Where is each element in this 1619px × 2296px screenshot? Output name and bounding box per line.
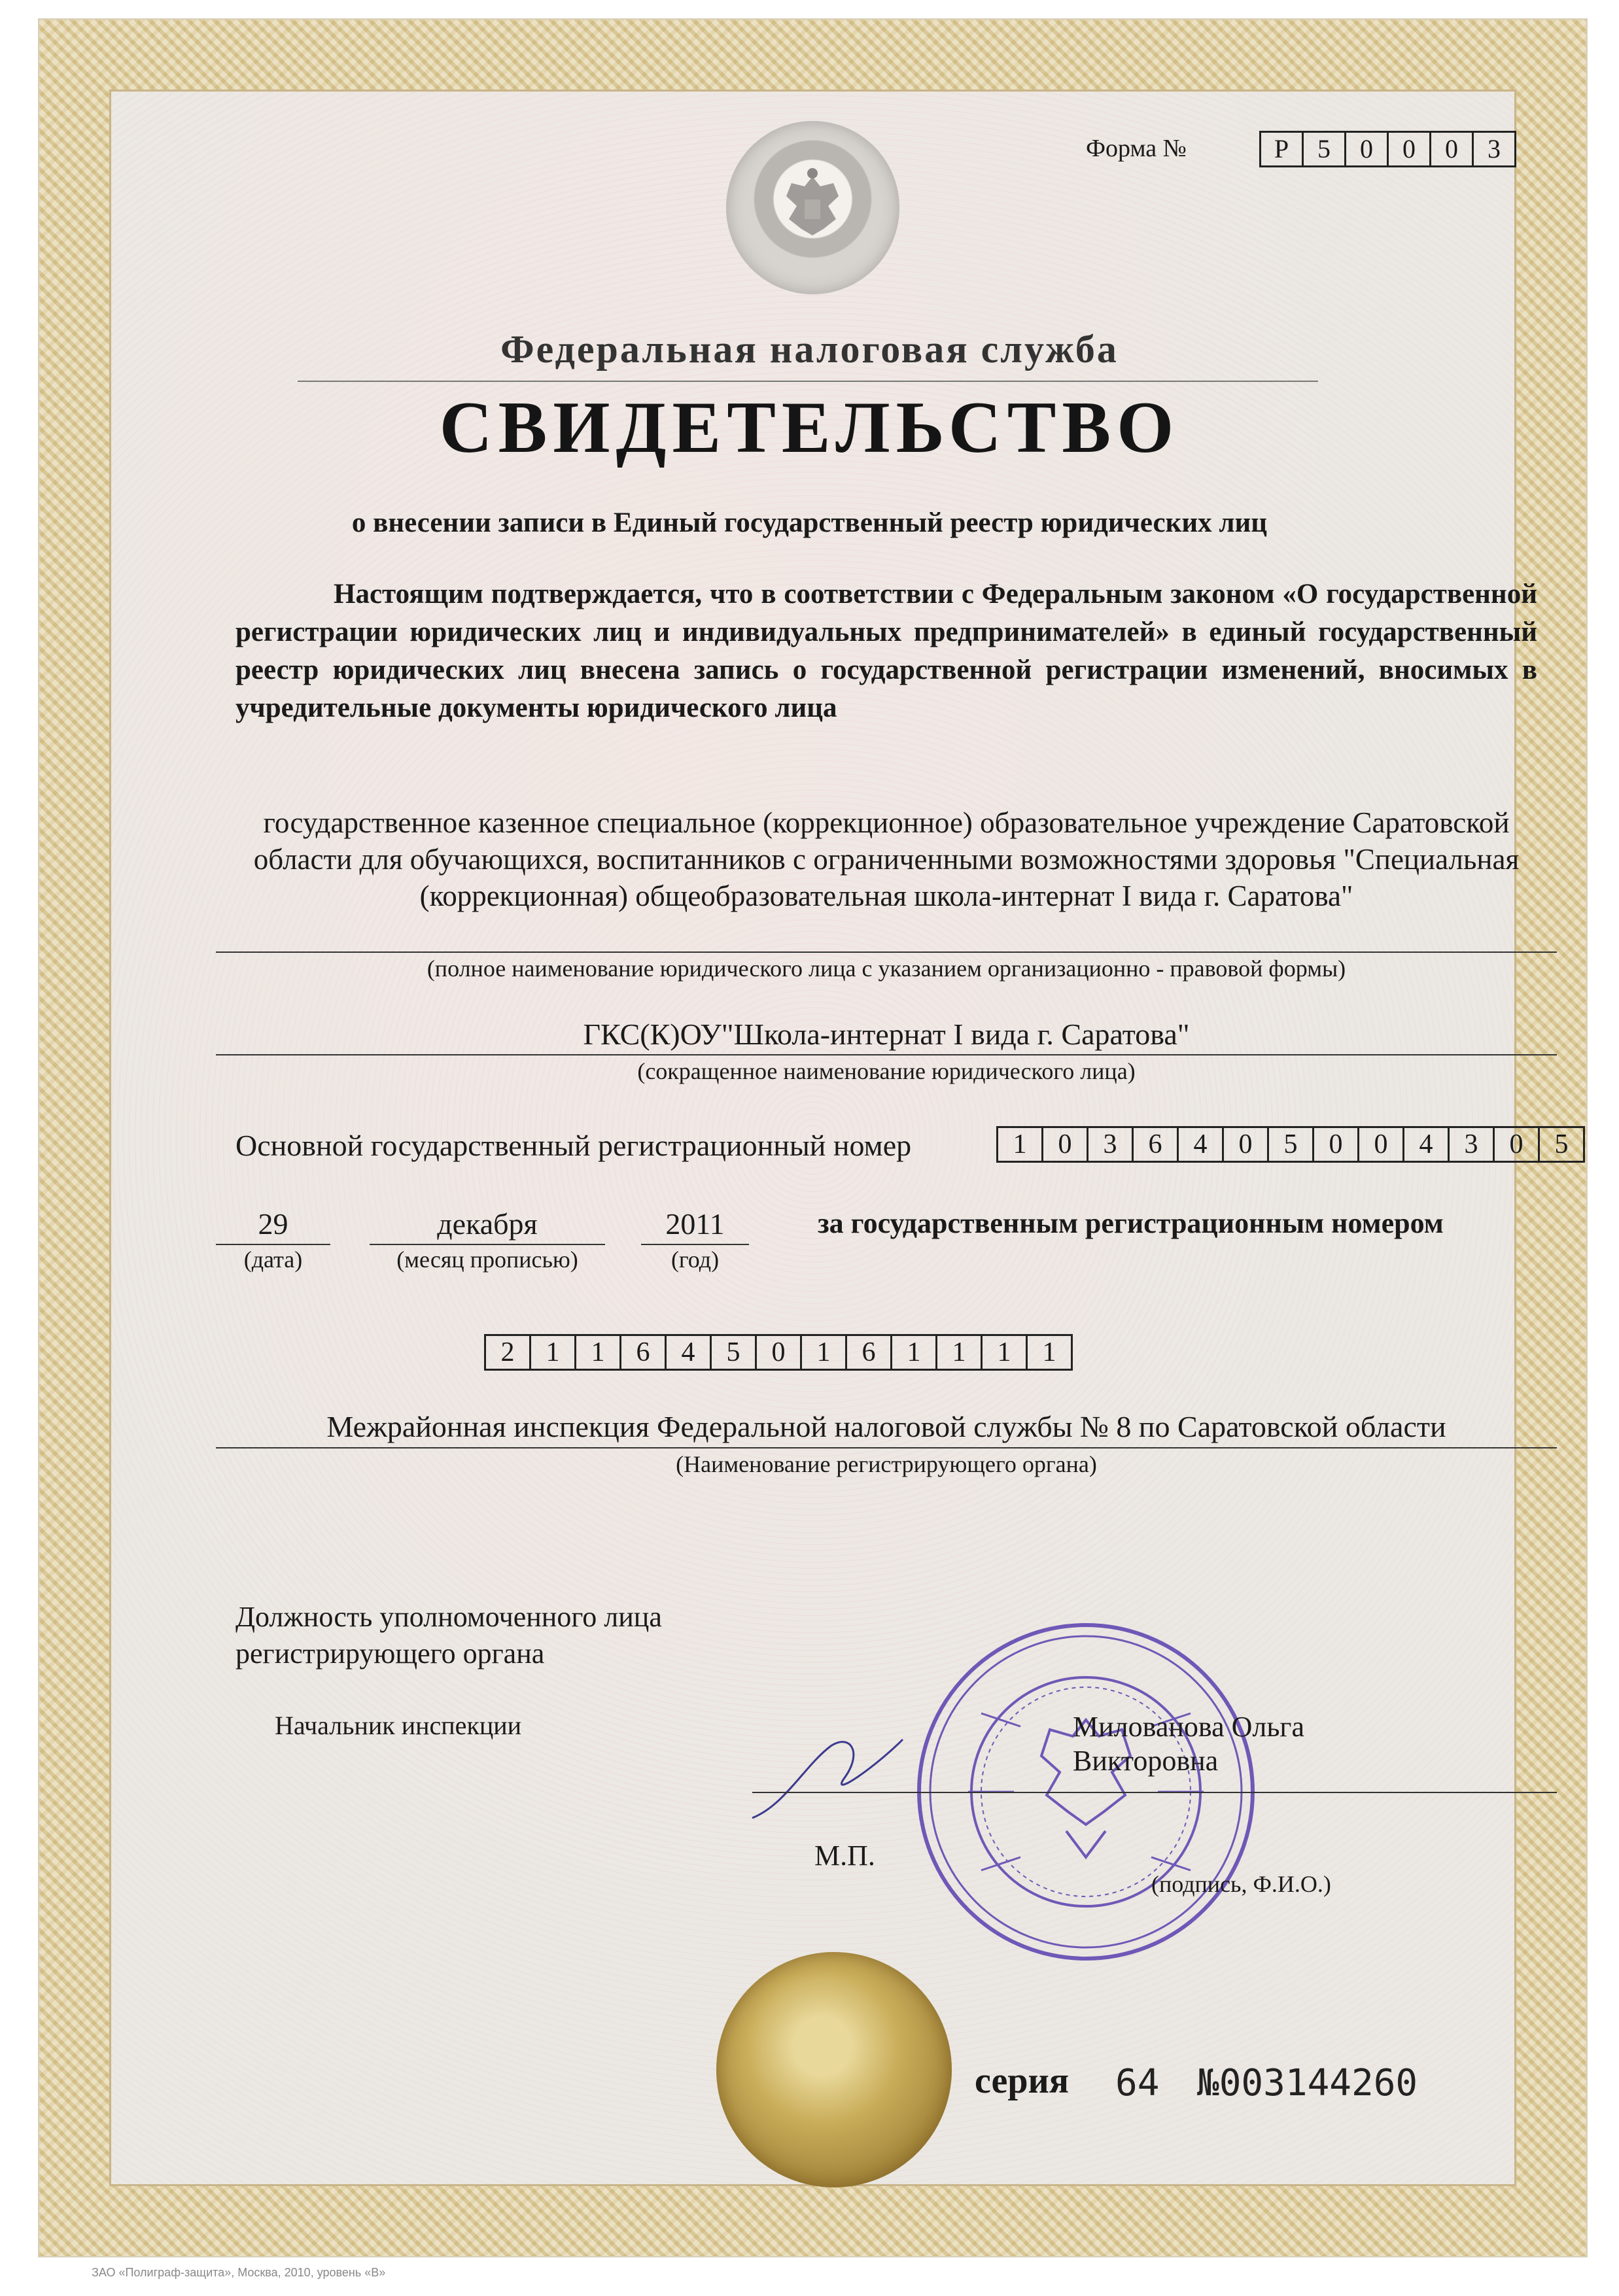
printer-imprint: ЗАО «Полиграф-защита», Москва, 2010, уровень «В» [92,2266,386,2279]
form-code-char: 3 [1474,131,1516,167]
ogrn-digit: 1 [996,1126,1043,1163]
form-label: Форма № [1086,135,1187,162]
grn-digit: 1 [1028,1334,1073,1371]
signer-name: Милованова Ольга Викторовна [1073,1711,1304,1777]
date-day-line [216,1244,330,1245]
short-name-caption: (сокращенное наименование юридического лица) [637,1058,1136,1084]
full-name-line [216,951,1557,953]
ogrn-digit: 4 [1404,1126,1450,1163]
authority-caption: (Наименование регистрирующего органа) [676,1451,1097,1477]
official-position: Начальник инспекции [275,1711,522,1740]
emblem-hologram [726,121,899,294]
service-title: Федеральная налоговая служба [500,328,1119,371]
ogrn-digit: 0 [1359,1126,1404,1163]
grn-digit: 2 [484,1334,531,1371]
grn-digit: 1 [892,1334,937,1371]
form-code-char: Р [1259,131,1304,167]
document-subtitle: о внесении записи в Единый государственный реестр юридических лиц [351,507,1268,538]
full-name-caption: (полное наименование юридического лица с указанием организационно - правовой формы) [427,955,1346,982]
form-code-char: 0 [1389,131,1431,167]
grn-digit: 0 [757,1334,802,1371]
signature-line [752,1792,1557,1793]
date-year-line [641,1244,749,1245]
date-month-line [370,1244,605,1245]
date-month-caption: (месяц прописью) [396,1246,578,1273]
short-name-line [216,1054,1557,1055]
ogrn-digit: 0 [1314,1126,1359,1163]
date-year: 2011 [665,1207,725,1241]
ogrn-digit: 6 [1134,1126,1179,1163]
signature-caption: (подпись, Ф.И.О.) [1151,1871,1331,1897]
double-eagle-icon [726,121,899,294]
ogrn-number [996,1126,1585,1163]
ogrn-label: Основной государственный регистрационный номер [235,1129,912,1162]
grn-number [484,1334,1073,1371]
authority-line [216,1447,1557,1448]
intro-paragraph: Настоящим подтверждается, что в соответствии с Федеральным законом «О государственной регистрации юридических лиц и индивидуальных предпринимателей» в единый государственный реестр юридических лиц внесена запись о государственной регистрации изменений, вносимых в учредительные документы юридического лица [235,579,1537,723]
organization-short-name: ГКС(К)ОУ"Школа-интернат I вида г. Саратова" [583,1018,1190,1051]
signature-scribble [746,1726,916,1831]
grn-digit: 6 [621,1334,667,1371]
form-code [1259,131,1516,167]
ogrn-digit: 4 [1179,1126,1224,1163]
date-day-caption: (дата) [243,1246,303,1273]
ogrn-digit: 5 [1540,1126,1585,1163]
ogrn-digit: 3 [1088,1126,1134,1163]
grn-digit: 5 [712,1334,757,1371]
title-divider [298,381,1318,382]
ogrn-digit: 0 [1224,1126,1269,1163]
serial-series: 64 [1115,2062,1160,2104]
serial-number: №003144260 [1197,2062,1418,2104]
date-month: декабря [437,1207,538,1241]
form-code-char: 0 [1431,131,1474,167]
grn-digit: 6 [847,1334,892,1371]
hologram-seal [716,1952,952,2187]
seal-place-label: М.П. [814,1840,875,1872]
form-code-char: 0 [1346,131,1389,167]
ogrn-digit: 0 [1043,1126,1088,1163]
grn-digit: 1 [576,1334,621,1371]
grn-digit: 4 [667,1334,712,1371]
grn-label: за государственным регистрационным номером [818,1207,1444,1239]
ogrn-digit: 5 [1269,1126,1314,1163]
serial-label: серия [975,2061,1070,2101]
form-code-char: 5 [1304,131,1346,167]
grn-digit: 1 [983,1334,1028,1371]
grn-digit: 1 [531,1334,576,1371]
document-title: СВИДЕТЕЛЬСТВО [439,387,1180,468]
ogrn-digit: 3 [1450,1126,1495,1163]
grn-digit: 1 [937,1334,983,1371]
date-year-caption: (год) [670,1246,720,1273]
organization-full-name: государственное казенное специальное (коррекционное) образовательное учреждение Саратовской области для обучающихся, воспитанников с ограниченными возможностями здоровья "Специальная (коррекционная) общеобразовательная школа-интернат I вида г. Саратова" [253,806,1520,912]
ogrn-digit: 0 [1495,1126,1540,1163]
position-label: Должность уполномоченного лица регистрирующего органа [235,1601,662,1670]
date-day: 29 [258,1207,288,1241]
grn-digit: 1 [802,1334,847,1371]
registering-authority: Межрайонная инспекция Федеральной налоговой службы № 8 по Саратовской области [326,1410,1446,1443]
